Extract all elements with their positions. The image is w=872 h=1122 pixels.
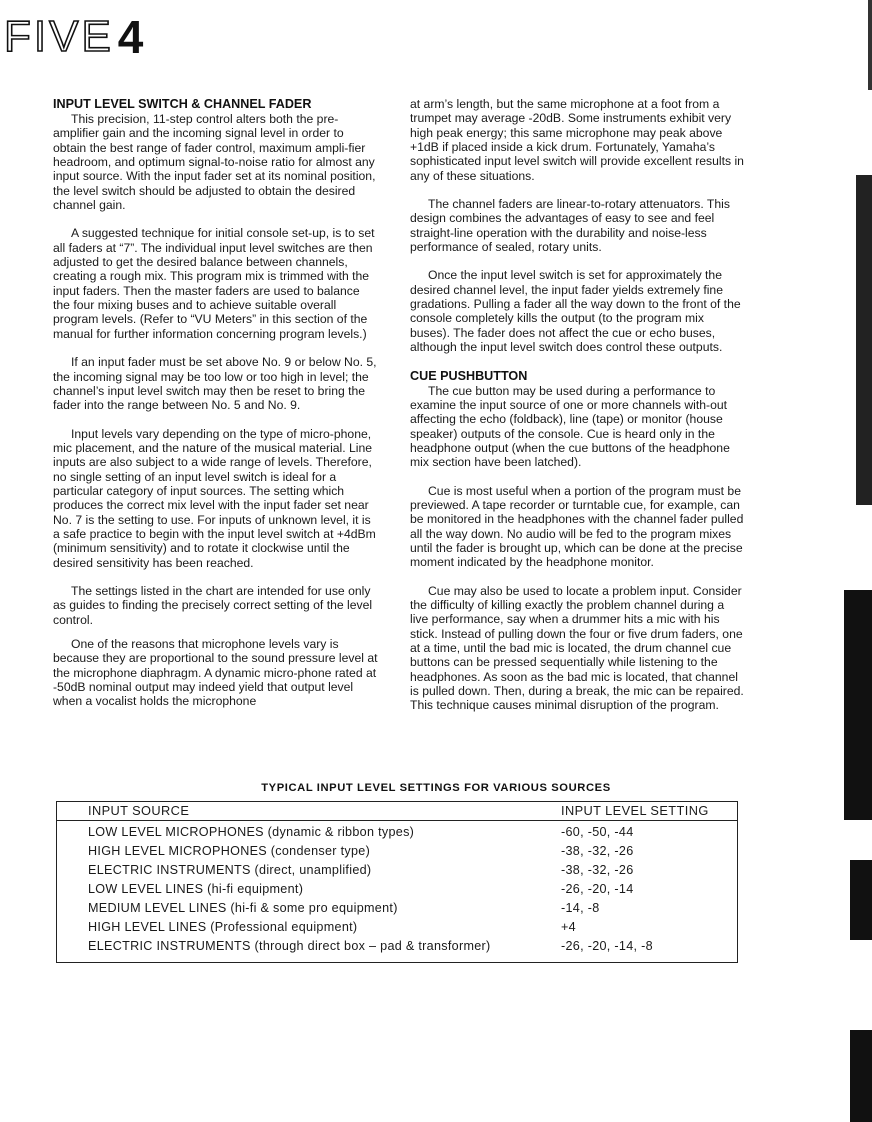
- row-setting: +4: [561, 920, 576, 934]
- paragraph: The settings listed in the chart are intended for use only as guides to finding the precisely correct setting of the level control.: [53, 583, 373, 627]
- paragraph: This precision, 11-step control alters both the pre-amplifier gain and the incoming signal level in order to obtain the best range of fader control, maximum ampli-fier headroom, and optimum signal-to-noise ratio for almost any input source. With the input fader set at its nominal position, the level switch should be adjusted to obtain the desired channel gain.: [53, 112, 376, 213]
- paragraph: The cue button may be used during a performance to examine the input source of one or more channels with-out affecting the echo (foldback), line (tape) or monitor (house speaker) outputs of the console. Cue is heard only in the headphone output (when the cue buttons of the headphone mix section have been latched).: [410, 383, 730, 470]
- row-setting: -14, -8: [561, 901, 600, 915]
- paragraph: Once the input level switch is set for approximately the desired channel level, the input fader yields extremely fine gradations. Pulling a fader all the way down to the front of the console completely kills the output (to the program mix buses). The fader does not affect the cue or echo buses, although the input level switch does control these outputs.: [410, 268, 741, 355]
- row-source: LOW LEVEL LINES (hi-fi equipment): [88, 882, 304, 896]
- scan-edge-strip: [856, 175, 872, 505]
- row-source: LOW LEVEL MICROPHONES (dynamic & ribbon types): [88, 825, 415, 839]
- section-heading-input-level: INPUT LEVEL SWITCH & CHANNEL FADER: [53, 97, 312, 111]
- scan-edge-strip: [850, 860, 872, 940]
- paragraph: If an input fader must be set above No. 9 or below No. 5, the incoming signal may be too low or too high in level; the channel’s input level switch may then be reset to bring the fader into the range between No. 5 and No. 9.: [53, 355, 377, 413]
- right-column: [410, 97, 744, 727]
- input-level-table: [56, 801, 738, 963]
- header-input-source: INPUT SOURCE: [88, 803, 190, 818]
- paragraph: A suggested technique for initial console set-up, is to set all faders at “7”. The individual input level switches are then adjusted to get the desired balance between channels, creating a rough mix. This program mix is trimmed with the input faders. Then the master faders are used to balance the four mixing buses and to achieve suitable overall program levels. (Refer to “VU Meters” in this section of the manual for further information concerning program levels.): [53, 226, 375, 341]
- table-row: [57, 899, 737, 918]
- row-setting: -60, -50, -44: [561, 825, 634, 839]
- row-setting: -38, -32, -26: [561, 863, 634, 877]
- table-row: [57, 880, 737, 899]
- paragraph: Cue may also be used to locate a problem input. Consider the difficulty of killing exactly the problem channel during a live performance, say when a drummer hits a mic with his stick. Instead of pulling down the four or five drum faders, one at a time, until the bad mic is located, the drum channel cue buttons can be pressed sequentially while listening to the headphones. As soon as the bad mic is located, that channel is pulled down. Then, during a break, the mic can be repaired. This technique causes minimal disruption of the program.: [410, 583, 744, 713]
- paragraph: at arm’s length, but the same microphone at a foot from a trumpet may average -20dB. Some instruments exhibit very high peak energy; this same microphone may peak above +1dB if placed inside a kick drum. Fortunately, Yamaha’s sophisticated input level switch will provide excellent results in any of these situations.: [410, 97, 744, 183]
- scan-edge-strip: [868, 0, 872, 90]
- row-source: HIGH LEVEL MICROPHONES (condenser type): [88, 844, 371, 858]
- table-row: [57, 842, 737, 861]
- row-source: HIGH LEVEL LINES (Professional equipment): [88, 920, 358, 934]
- table-row: [57, 918, 737, 937]
- paragraph: Cue is most useful when a portion of the program must be previewed. A tape recorder or turntable cue, for example, can be monitored in the headphones with the channel fader pulled all the way down. No audio will be fed to the program mixes until the fader is brought up, which can be done at the precise moment indicated by the headphone monitor.: [410, 483, 744, 570]
- table-row: [57, 937, 737, 956]
- paragraph: One of the reasons that microphone levels vary is because they are proportional to the sound pressure level at the microphone diaphragm. A dynamic micro-phone rated at -50dB nominal output may indeed yield that output level when a vocalist holds the microphone: [53, 637, 378, 709]
- row-source: ELECTRIC INSTRUMENTS (direct, unamplified): [88, 863, 372, 877]
- paragraph: Input levels vary depending on the type of micro-phone, mic placement, and the nature of the musical material. Line inputs are also subject to a wide range of levels. Therefore, no single setting of an input level switch is ideal for a particular category of input sources. The setting which produces the correct mix level with the input fader set near No. 7 is the setting to use. For inputs of unknown level, it is a safe practice to begin with the input level switch at +4dBm (minimum sensitivity) and to rotate it clockwise until the desired sensitivity has been reached.: [53, 426, 376, 570]
- page-number: 4: [117, 11, 144, 63]
- table-row: [57, 861, 737, 880]
- scan-edge-strip: [844, 590, 872, 820]
- row-source: MEDIUM LEVEL LINES (hi-fi & some pro equipment): [88, 901, 398, 915]
- table-row: [57, 823, 737, 842]
- row-source: ELECTRIC INSTRUMENTS (through direct box – pad & transformer): [88, 939, 491, 953]
- row-setting: -26, -20, -14: [561, 882, 634, 896]
- row-setting: -26, -20, -14, -8: [561, 939, 653, 953]
- paragraph: The channel faders are linear-to-rotary attenuators. This design combines the advantages of easy to see and feel straight-line operation with the durability and noise-less performance of sealed, rotary units.: [410, 197, 730, 255]
- header-input-level-setting: INPUT LEVEL SETTING: [561, 803, 709, 818]
- chapter-word: FIVE: [4, 12, 114, 61]
- section-heading-cue: CUE PUSHBUTTON: [410, 368, 528, 383]
- row-setting: -38, -32, -26: [561, 844, 634, 858]
- page-header: [4, 12, 143, 62]
- table-title: TYPICAL INPUT LEVEL SETTINGS FOR VARIOUS SOURCES: [261, 782, 611, 794]
- left-column: [53, 97, 379, 723]
- scan-edge-strip: [850, 1030, 872, 1122]
- table-header-row: [57, 802, 737, 821]
